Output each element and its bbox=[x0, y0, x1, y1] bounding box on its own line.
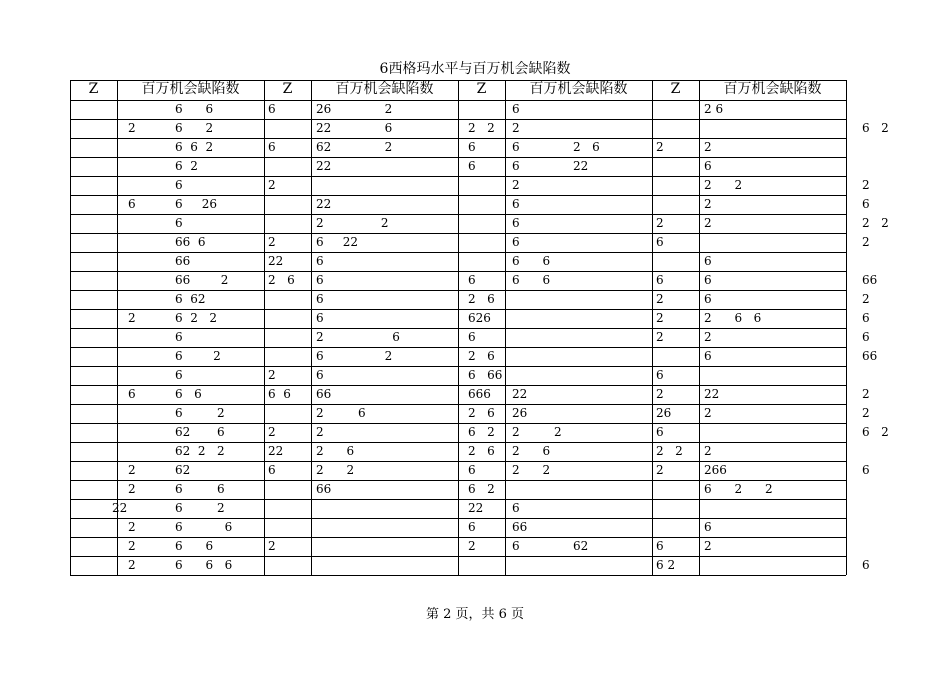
table-cell: 66 2 bbox=[175, 273, 229, 287]
table-cell: 6 6 bbox=[512, 273, 551, 287]
table-cell: 26 bbox=[656, 406, 672, 420]
table-cell: 6 2 6 bbox=[512, 140, 600, 154]
page-number: 第 2 页，共 6 页 bbox=[425, 607, 525, 622]
table-cell: 6 2 bbox=[175, 406, 225, 420]
table-cell: 2 bbox=[128, 520, 136, 534]
table-cell: 2 6 bbox=[704, 102, 724, 116]
table-cell: 2 bbox=[268, 178, 276, 192]
table-cell: 6 bbox=[316, 254, 324, 268]
table-cell: 6 bbox=[656, 235, 664, 249]
table-column-rule bbox=[264, 80, 265, 575]
table-column-rule bbox=[505, 80, 506, 575]
table-cell: 666 bbox=[468, 387, 491, 401]
table-cell: 6 bbox=[862, 463, 870, 477]
table-cell: 2 bbox=[128, 463, 136, 477]
table-cell: 6 bbox=[704, 292, 712, 306]
table-header-cell: Z bbox=[282, 81, 293, 97]
table-cell: 62 bbox=[175, 463, 191, 477]
table-cell: 2 bbox=[128, 558, 136, 572]
table-cell: 6 bbox=[862, 197, 870, 211]
table-cell: 66 6 bbox=[175, 235, 206, 249]
table-cell: 2 bbox=[704, 197, 712, 211]
table-cell: 26 bbox=[512, 406, 528, 420]
table-cell: 6 bbox=[704, 273, 712, 287]
table-cell: 62 2 2 bbox=[175, 444, 225, 458]
table-cell: 2 bbox=[268, 368, 276, 382]
table-cell: 2 2 bbox=[656, 444, 683, 458]
table-cell: 22 bbox=[112, 501, 128, 515]
table-cell: 2 bbox=[268, 235, 276, 249]
table-cell: 6 bbox=[128, 197, 136, 211]
table-cell: 2 bbox=[316, 425, 324, 439]
table-cell: 66 bbox=[862, 349, 878, 363]
table-cell: 22 6 bbox=[316, 121, 393, 135]
table-cell: 2 bbox=[656, 216, 664, 230]
table-cell: 6 bbox=[268, 463, 276, 477]
table-cell: 2 bbox=[268, 425, 276, 439]
table-cell: 6 6 bbox=[175, 387, 202, 401]
table-cell: 6 6 6 bbox=[175, 558, 233, 572]
table-cell: 2 bbox=[128, 482, 136, 496]
table-cell: 6 2 bbox=[468, 425, 495, 439]
table-cell: 2 bbox=[704, 216, 712, 230]
table-cell: 2 2 bbox=[704, 178, 743, 192]
table-cell: 6 bbox=[316, 273, 324, 287]
table-cell: 6 bbox=[512, 235, 520, 249]
table-cell: 6 bbox=[862, 330, 870, 344]
table-header-cell: 百万机会缺陷数 bbox=[335, 81, 434, 97]
table-header-cell: Z bbox=[88, 81, 99, 97]
table-cell: 6 bbox=[468, 273, 476, 287]
table-header-cell: Z bbox=[670, 81, 681, 97]
table-cell: 6 bbox=[468, 330, 476, 344]
table-cell: 6 bbox=[862, 311, 870, 325]
table-cell: 2 bbox=[512, 178, 520, 192]
table-cell: 2 bbox=[656, 463, 664, 477]
table-cell: 2 2 bbox=[316, 463, 355, 477]
table-cell: 6 bbox=[316, 292, 324, 306]
table-cell: 2 bbox=[862, 292, 870, 306]
table-cell: 22 bbox=[704, 387, 720, 401]
table-cell: 22 bbox=[468, 501, 484, 515]
table-cell: 2 2 bbox=[468, 121, 495, 135]
table-cell: 62 6 bbox=[175, 425, 225, 439]
table-cell: 66 bbox=[175, 254, 191, 268]
table-cell: 6 bbox=[704, 254, 712, 268]
table-cell: 6 2 bbox=[468, 482, 495, 496]
table-cell: 2 6 bbox=[268, 273, 295, 287]
table-header-cell: 百万机会缺陷数 bbox=[529, 81, 628, 97]
table-cell: 2 bbox=[656, 311, 664, 325]
table-cell: 6 62 bbox=[512, 539, 589, 553]
table-cell: 22 bbox=[268, 254, 284, 268]
table-cell: 6 6 2 bbox=[175, 140, 214, 154]
table-cell: 2 2 bbox=[512, 463, 551, 477]
table-cell: 6 bbox=[512, 216, 520, 230]
table-cell: 6 bbox=[656, 273, 664, 287]
table-cell: 66 bbox=[862, 273, 878, 287]
table-cell: 6 bbox=[316, 311, 324, 325]
table-cell: 6 62 bbox=[175, 292, 206, 306]
table-cell: 6 bbox=[175, 178, 183, 192]
table-cell: 6 22 bbox=[512, 159, 589, 173]
table-cell: 6 2 bbox=[175, 159, 198, 173]
table-cell: 2 bbox=[128, 539, 136, 553]
table-header-cell: 百万机会缺陷数 bbox=[141, 81, 240, 97]
table-cell: 6 bbox=[656, 539, 664, 553]
table-cell: 626 bbox=[468, 311, 491, 325]
table-cell: 6 bbox=[512, 501, 520, 515]
table-cell: 2 6 bbox=[512, 444, 551, 458]
table-column-rule bbox=[699, 80, 700, 575]
table-cell: 2 6 bbox=[316, 330, 400, 344]
table-cell: 2 6 bbox=[468, 444, 495, 458]
table-header-cell: 百万机会缺陷数 bbox=[723, 81, 822, 97]
table-cell: 2 2 bbox=[512, 425, 562, 439]
table-cell: 2 bbox=[268, 539, 276, 553]
table-cell: 2 2 bbox=[862, 216, 889, 230]
table-cell: 6 66 bbox=[468, 368, 503, 382]
table-cell: 2 bbox=[704, 330, 712, 344]
table-cell: 2 2 bbox=[316, 216, 389, 230]
table-cell: 6 bbox=[175, 330, 183, 344]
table-cell: 2 bbox=[656, 140, 664, 154]
table-cell: 2 bbox=[704, 444, 712, 458]
table-cell: 6 bbox=[656, 368, 664, 382]
table-cell: 22 bbox=[316, 197, 332, 211]
table-cell: 26 2 bbox=[316, 102, 393, 116]
table-cell: 6 2 bbox=[175, 349, 221, 363]
table-cell: 2 bbox=[704, 140, 712, 154]
table-cell: 2 bbox=[862, 406, 870, 420]
table-cell: 2 6 bbox=[468, 292, 495, 306]
table-cell: 6 bbox=[704, 349, 712, 363]
table-title: 6西格玛水平与百万机会缺陷数 bbox=[379, 61, 571, 77]
table-cell: 2 6 bbox=[468, 349, 495, 363]
table-cell: 6 2 bbox=[316, 349, 393, 363]
table-column-rule bbox=[652, 80, 653, 575]
table-cell: 2 bbox=[468, 539, 476, 553]
table-cell: 6 bbox=[175, 368, 183, 382]
table-cell: 2 bbox=[862, 387, 870, 401]
table-cell: 6 6 bbox=[175, 520, 233, 534]
table-rule bbox=[70, 575, 846, 576]
table-cell: 2 6 6 bbox=[704, 311, 762, 325]
table-cell: 6 6 bbox=[512, 254, 551, 268]
table-cell: 6 bbox=[175, 216, 183, 230]
table-cell: 22 bbox=[268, 444, 284, 458]
table-cell: 6 6 bbox=[175, 482, 225, 496]
table-cell: 66 bbox=[316, 482, 332, 496]
table-column-rule bbox=[70, 80, 71, 575]
table-cell: 2 bbox=[128, 121, 136, 135]
table-cell: 2 bbox=[704, 539, 712, 553]
table-cell: 6 2 bbox=[862, 425, 889, 439]
table-cell: 6 bbox=[468, 140, 476, 154]
table-cell: 6 bbox=[512, 102, 520, 116]
table-cell: 6 26 bbox=[175, 197, 217, 211]
table-cell: 6 6 bbox=[175, 539, 214, 553]
table-column-rule bbox=[311, 80, 312, 575]
table-cell: 6 bbox=[316, 368, 324, 382]
table-cell: 22 bbox=[512, 387, 528, 401]
table-cell: 6 bbox=[862, 558, 870, 572]
table-cell: 6 bbox=[268, 140, 276, 154]
table-cell: 6 2 bbox=[656, 558, 676, 572]
table-cell: 2 bbox=[128, 311, 136, 325]
table-cell: 2 bbox=[656, 330, 664, 344]
table-cell: 2 6 bbox=[468, 406, 495, 420]
table-cell: 66 bbox=[316, 387, 332, 401]
table-cell: 6 2 bbox=[175, 121, 214, 135]
table-cell: 6 6 bbox=[175, 102, 214, 116]
table-cell: 2 bbox=[656, 387, 664, 401]
table-cell: 6 bbox=[704, 520, 712, 534]
table-cell: 2 6 bbox=[316, 406, 366, 420]
table-header-cell: Z bbox=[476, 81, 487, 97]
table-cell: 2 bbox=[704, 406, 712, 420]
table-cell: 66 bbox=[512, 520, 528, 534]
table-cell: 6 6 bbox=[268, 387, 291, 401]
table-cell: 6 bbox=[468, 159, 476, 173]
table-cell: 6 bbox=[656, 425, 664, 439]
table-cell: 2 6 bbox=[316, 444, 355, 458]
table-cell: 6 bbox=[128, 387, 136, 401]
table-cell: 6 bbox=[268, 102, 276, 116]
table-cell: 62 2 bbox=[316, 140, 393, 154]
table-cell: 22 bbox=[316, 159, 332, 173]
table-cell: 6 bbox=[512, 197, 520, 211]
table-cell: 6 22 bbox=[316, 235, 358, 249]
table-cell: 6 2 bbox=[175, 501, 225, 515]
table-cell: 6 2 bbox=[862, 121, 889, 135]
table-cell: 2 bbox=[862, 178, 870, 192]
table-column-rule bbox=[846, 80, 847, 575]
table-cell: 6 2 2 bbox=[175, 311, 217, 325]
table-cell: 6 2 2 bbox=[704, 482, 773, 496]
table-cell: 2 bbox=[862, 235, 870, 249]
table-cell: 6 bbox=[468, 463, 476, 477]
table-cell: 2 bbox=[512, 121, 520, 135]
table-cell: 2 bbox=[656, 292, 664, 306]
table-cell: 6 bbox=[704, 159, 712, 173]
table-column-rule bbox=[458, 80, 459, 575]
table-cell: 266 bbox=[704, 463, 727, 477]
table-cell: 6 bbox=[468, 520, 476, 534]
